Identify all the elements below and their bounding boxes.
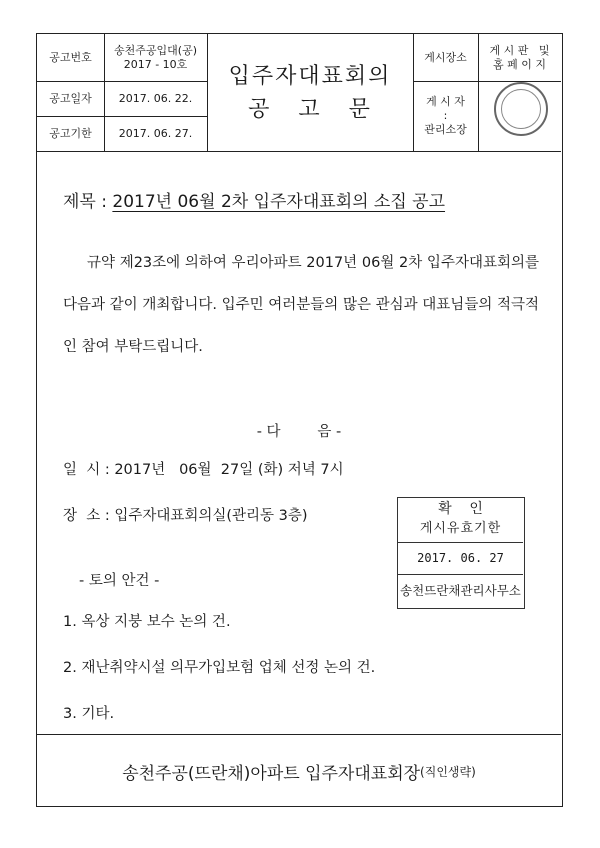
datetime-line: 일 시 : 2017년 06월 27일 (화) 저녁 7시 [63,462,344,478]
agenda-item: 2. 재난취약시설 의무가입보험 업체 선정 논의 건. [63,660,376,676]
notice-date-label: 공고일자 [49,91,92,105]
deadline-label: 공고기한 [49,126,92,140]
stamp-valid-period: 게시유효기한 [419,520,502,536]
document-title-line2: 공 고 문 [248,96,372,122]
header-table [37,34,561,152]
post-place-value-line2: 홈 페 이 지 [493,57,546,71]
body-paragraph: 규약 제23조에 의하여 우리아파트 2017년 06월 2차 입주자대표회의를 다음과 같이 개최합니다. 입주민 여러분들의 많은 관심과 대표님들의 적극적인 참여 부탁드립니다. [63,255,539,355]
stamp-office: 송천뜨란채관리사무소 [400,583,521,599]
notice-no-value-line2: 2017 - 10호 [123,57,188,71]
post-place-label: 게시장소 [424,50,467,64]
subject-line [63,187,445,212]
document-title-line1: 입주자대표회의 [228,63,392,89]
subject-prefix: 제목 : [63,192,107,212]
notice-no-label: 공고번호 [49,50,92,64]
footer-signer-note: (직인생략) [420,764,476,779]
confirmation-stamp [397,497,525,609]
poster-label-line1: 게 시 자 [426,95,465,109]
post-place-value-line1: 게 시 판 및 [489,43,550,57]
footer-signer: 송천주공(뜨란채)아파트 입주자대표회장 [122,763,421,784]
poster-label-line2: : [443,109,448,123]
official-seal-icon [494,82,548,136]
post-place-value [478,34,561,81]
agenda-item: 1. 옥상 지붕 보수 논의 건. [63,614,231,630]
notice-frame [36,33,563,807]
footer-signature [37,734,561,807]
subject-text: 2017년 06월 2차 입주자대표회의 소집 공고 [112,192,446,212]
poster-label-line3: 관리소장 [424,122,467,136]
document-title [207,34,413,151]
stamp-confirm: 확 인 [438,501,483,518]
notice-date-value: 2017. 06. 22. [118,91,193,105]
next-heading: - 다 음 - [256,424,342,440]
stamp-date: 2017. 06. 27 [417,550,504,565]
agenda-heading: - 토의 안건 - [79,573,160,589]
place-line: 장 소 : 입주자대표회의실(관리동 3층) [63,508,308,524]
notice-no-value-line1: 송천주공입대(공) [114,43,197,57]
deadline-value: 2017. 06. 27. [118,126,193,140]
poster-label [413,81,478,151]
agenda-item: 3. 기타. [63,706,115,722]
notice-no-value [104,34,207,81]
